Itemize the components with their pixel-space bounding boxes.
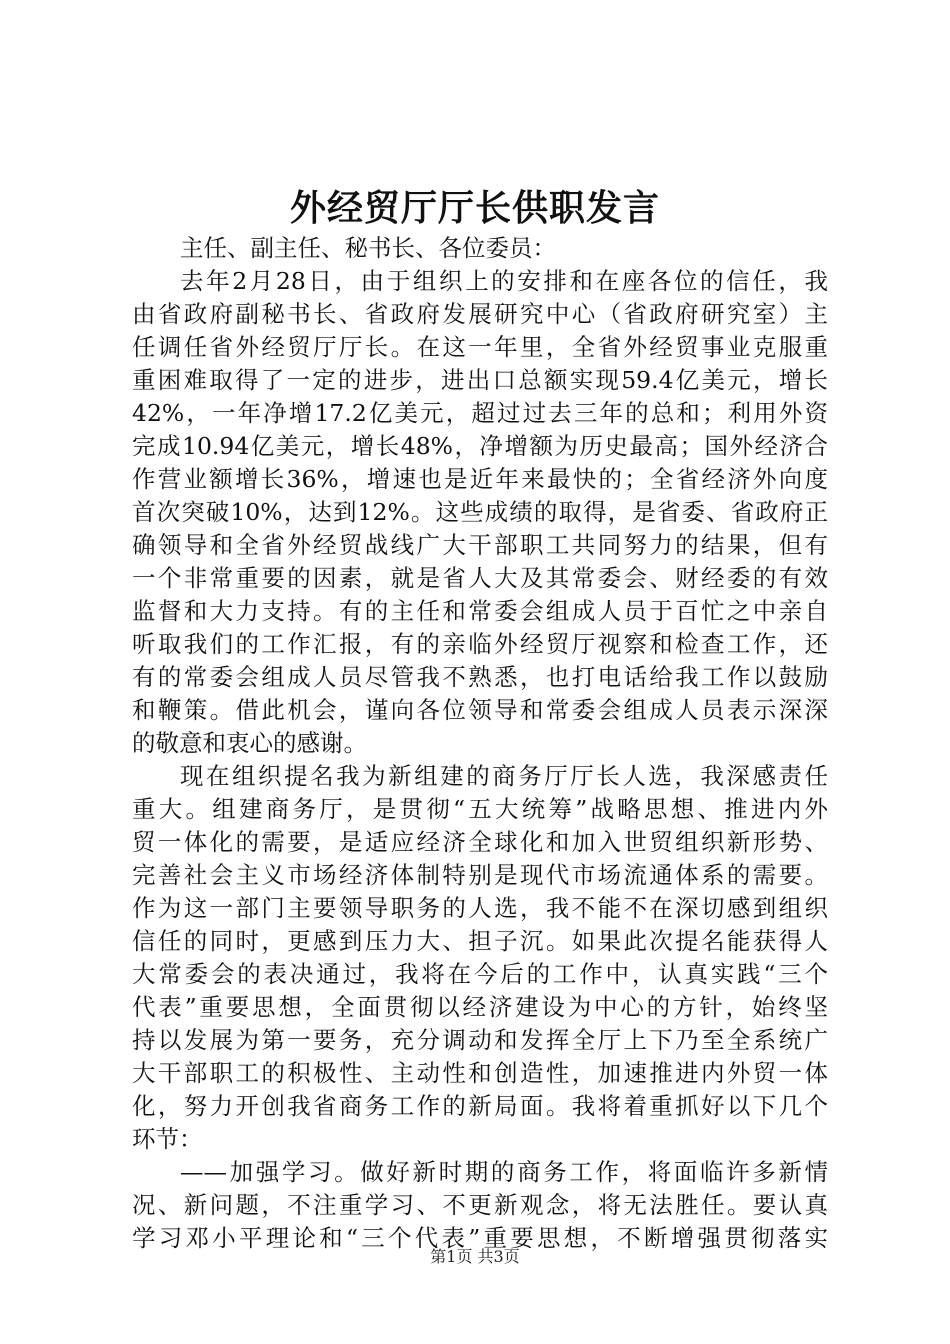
text-line: 听取我们的工作汇报，有的亲临外经贸厅视察和检查工作，还 xyxy=(132,630,828,658)
text-line: 去年2月28日，由于组织上的安排和在座各位的信任，我 xyxy=(180,267,828,295)
text-line: 任调任省外经贸厅厅长。在这一年里，全省外经贸事业克服重 xyxy=(132,333,828,361)
text-line: 大常委会的表决通过，我将在今后的工作中，认真实践“三个 xyxy=(132,960,828,988)
text-line: 贸一体化的需要，是适应经济全球化和加入世贸组织新形势、 xyxy=(132,828,828,856)
text-line: 作为这一部门主要领导职务的人选，我不能不在深切感到组织 xyxy=(132,894,828,922)
text-line: 首次突破10%，达到12%。这些成绩的取得，是省委、省政府正 xyxy=(132,498,828,526)
text-line: 和鞭策。借此机会，谨向各位领导和常委会组成人员表示深深 xyxy=(132,696,828,724)
text-line: 监督和大力支持。有的主任和常委会组成人员于百忙之中亲自 xyxy=(132,597,828,625)
text-line: 重大。组建商务厅，是贯彻“五大统筹”战略思想、推进内外 xyxy=(132,795,828,823)
text-line: 大干部职工的积极性、主动性和创造性，加速推进内外贸一体 xyxy=(132,1059,828,1087)
text-line: 由省政府副秘书长、省政府发展研究中心（省政府研究室）主 xyxy=(132,300,828,328)
document-body xyxy=(132,232,828,1255)
page-footer: 第1页 共3页 xyxy=(430,1247,520,1266)
text-line: 信任的同时，更感到压力大、担子沉。如果此次提名能获得人 xyxy=(132,927,828,955)
text-line: 确领导和全省外经贸战线广大干部职工共同努力的结果，但有 xyxy=(132,531,828,559)
text-line: 现在组织提名我为新组建的商务厅厅长人选，我深感责任 xyxy=(180,762,828,790)
text-line: 化，努力开创我省商务工作的新局面。我将着重抓好以下几个 xyxy=(132,1092,828,1120)
text-line: 的敬意和衷心的感谢。 xyxy=(132,729,367,757)
text-line: 代表”重要思想，全面贯彻以经济建设为中心的方针，始终坚 xyxy=(132,993,828,1021)
text-line: 主任、副主任、秘书长、各位委员： xyxy=(180,234,556,262)
text-line: 况、新问题，不注重学习、不更新观念，将无法胜任。要认真 xyxy=(132,1191,828,1219)
text-line: 完善社会主义市场经济体制特别是现代市场流通体系的需要。 xyxy=(132,861,828,889)
text-line: 42%，一年净增17.2亿美元，超过过去三年的总和；利用外资 xyxy=(132,399,828,427)
document-title: 外经贸厅厅长供职发言 xyxy=(289,187,660,229)
text-line: 完成10.94亿美元，增长48%，净增额为历史最高；国外经济合 xyxy=(132,432,828,460)
text-line: 一个非常重要的因素，就是省人大及其常委会、财经委的有效 xyxy=(132,564,828,592)
text-line: 学习邓小平理论和“三个代表”重要思想，不断增强贯彻落实 xyxy=(132,1224,828,1252)
text-line: 重困难取得了一定的进步，进出口总额实现59.4亿美元，增长 xyxy=(132,366,828,394)
text-line: 有的常委会组成人员尽管我不熟悉，也打电话给我工作以鼓励 xyxy=(132,663,828,691)
text-line: 持以发展为第一要务，充分调动和发挥全厅上下乃至全系统广 xyxy=(132,1026,828,1054)
text-line: 作营业额增长36%，增速也是近年来最快的；全省经济外向度 xyxy=(132,465,828,493)
text-line: 环节： xyxy=(132,1125,203,1153)
text-line: ——加强学习。做好新时期的商务工作，将面临许多新情 xyxy=(180,1158,828,1186)
